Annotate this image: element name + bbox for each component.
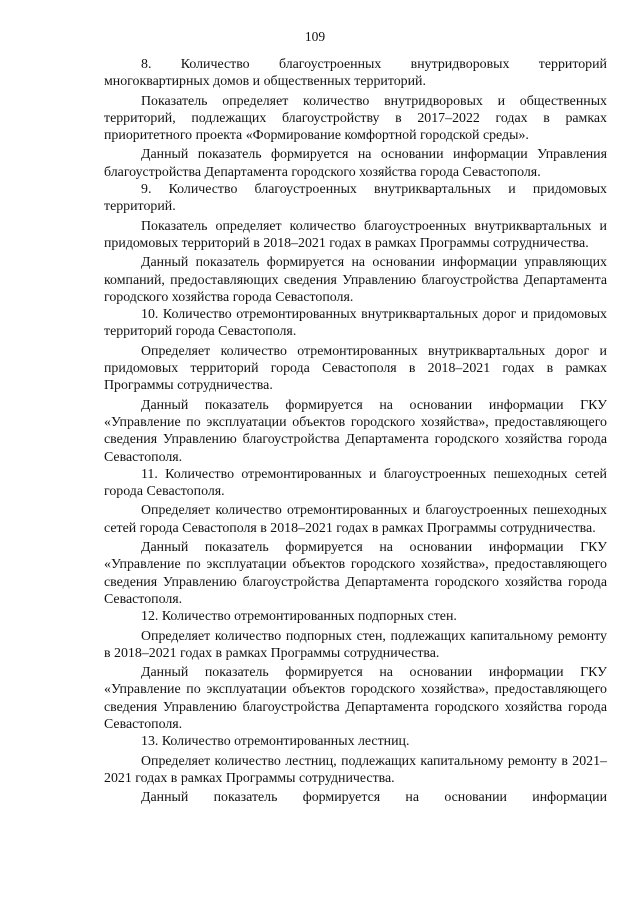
indicator-9-source: Данный показатель формируется на основании информации управляющих компаний, предоставляющих сведения Управлению благоустройства Департамента городского хозяйства города Севастополя. bbox=[104, 255, 607, 305]
page-number: 109 bbox=[304, 29, 326, 44]
indicator-12-definition: Определяет количество подпорных стен, подлежащих капитальному ремонту в 2018–2021 годах в рамках Программы сотрудничества. bbox=[104, 628, 607, 661]
indicator-12-source: Данный показатель формируется на основании информации ГКУ «Управление по эксплуатации объектов городского хозяйства», предоставляющего сведения Управлению благоустройства Департамента городского хозяйства города Севастополя. bbox=[104, 665, 607, 732]
document-body bbox=[104, 56, 607, 806]
indicator-11-heading: 11. Количество отремонтированных и благоустроенных пешеходных сетей города Севастополя. bbox=[104, 466, 607, 500]
indicator-10-definition: Определяет количество отремонтированных внутриквартальных дорог и придомовых территорий города Севастополя в 2018–2021 годах в рамках Программы сотрудничества. bbox=[104, 343, 607, 394]
indicator-9-definition: Показатель определяет количество благоустроенных внутриквартальных и придомовых территорий в 2018–2021 годах в рамках Программы сотрудничества. bbox=[104, 218, 607, 251]
indicator-10-heading: 10. Количество отремонтированных внутриквартальных дорог и придомовых территорий города Севастополя. bbox=[104, 307, 607, 340]
indicator-13-source: Данный показатель формируется на основании информации bbox=[141, 790, 607, 806]
indicator-13-definition: Определяет количество лестниц, подлежащих капитальному ремонту в 2021–2021 годах в рамках Программы сотрудничества. bbox=[104, 753, 607, 786]
indicator-10-source: Данный показатель формируется на основании информации ГКУ «Управление по эксплуатации объектов городского хозяйства», предоставляющего сведения Управлению благоустройства Департамента городского хозяйства города Севастополя. bbox=[104, 397, 607, 465]
indicator-11-source: Данный показатель формируется на основании информации ГКУ «Управление по эксплуатации объектов городского хозяйства», предоставляющего сведения Управлению благоустройства Департамента городского хозяйства города Севастополя. bbox=[104, 540, 607, 607]
indicator-11-definition: Определяет количество отремонтированных и благоустроенных пешеходных сетей города Севастополя в 2018–2021 годах в рамках Программы сотрудничества. bbox=[104, 503, 607, 536]
indicator-13-heading: 13. Количество отремонтированных лестниц. bbox=[141, 734, 410, 750]
indicator-8-heading: 8. Количество благоустроенных внутридворовых территорий многоквартирных домов и общественных территорий. bbox=[104, 57, 607, 90]
indicator-12-heading: 12. Количество отремонтированных подпорных стен. bbox=[141, 609, 457, 625]
indicator-8-definition: Показатель определяет количество внутридворовых и общественных территорий, подлежащих благоустройству в 2017–2022 годах в рамках приоритетного проекта «Формирование комфортной городской среды». bbox=[104, 93, 607, 144]
indicator-9-heading: 9. Количество благоустроенных внутриквартальных и придомовых территорий. bbox=[104, 182, 607, 215]
indicator-8-source: Данный показатель формируется на основании информации Управления благоустройства Департамента городского хозяйства города Севастополя. bbox=[104, 147, 607, 180]
